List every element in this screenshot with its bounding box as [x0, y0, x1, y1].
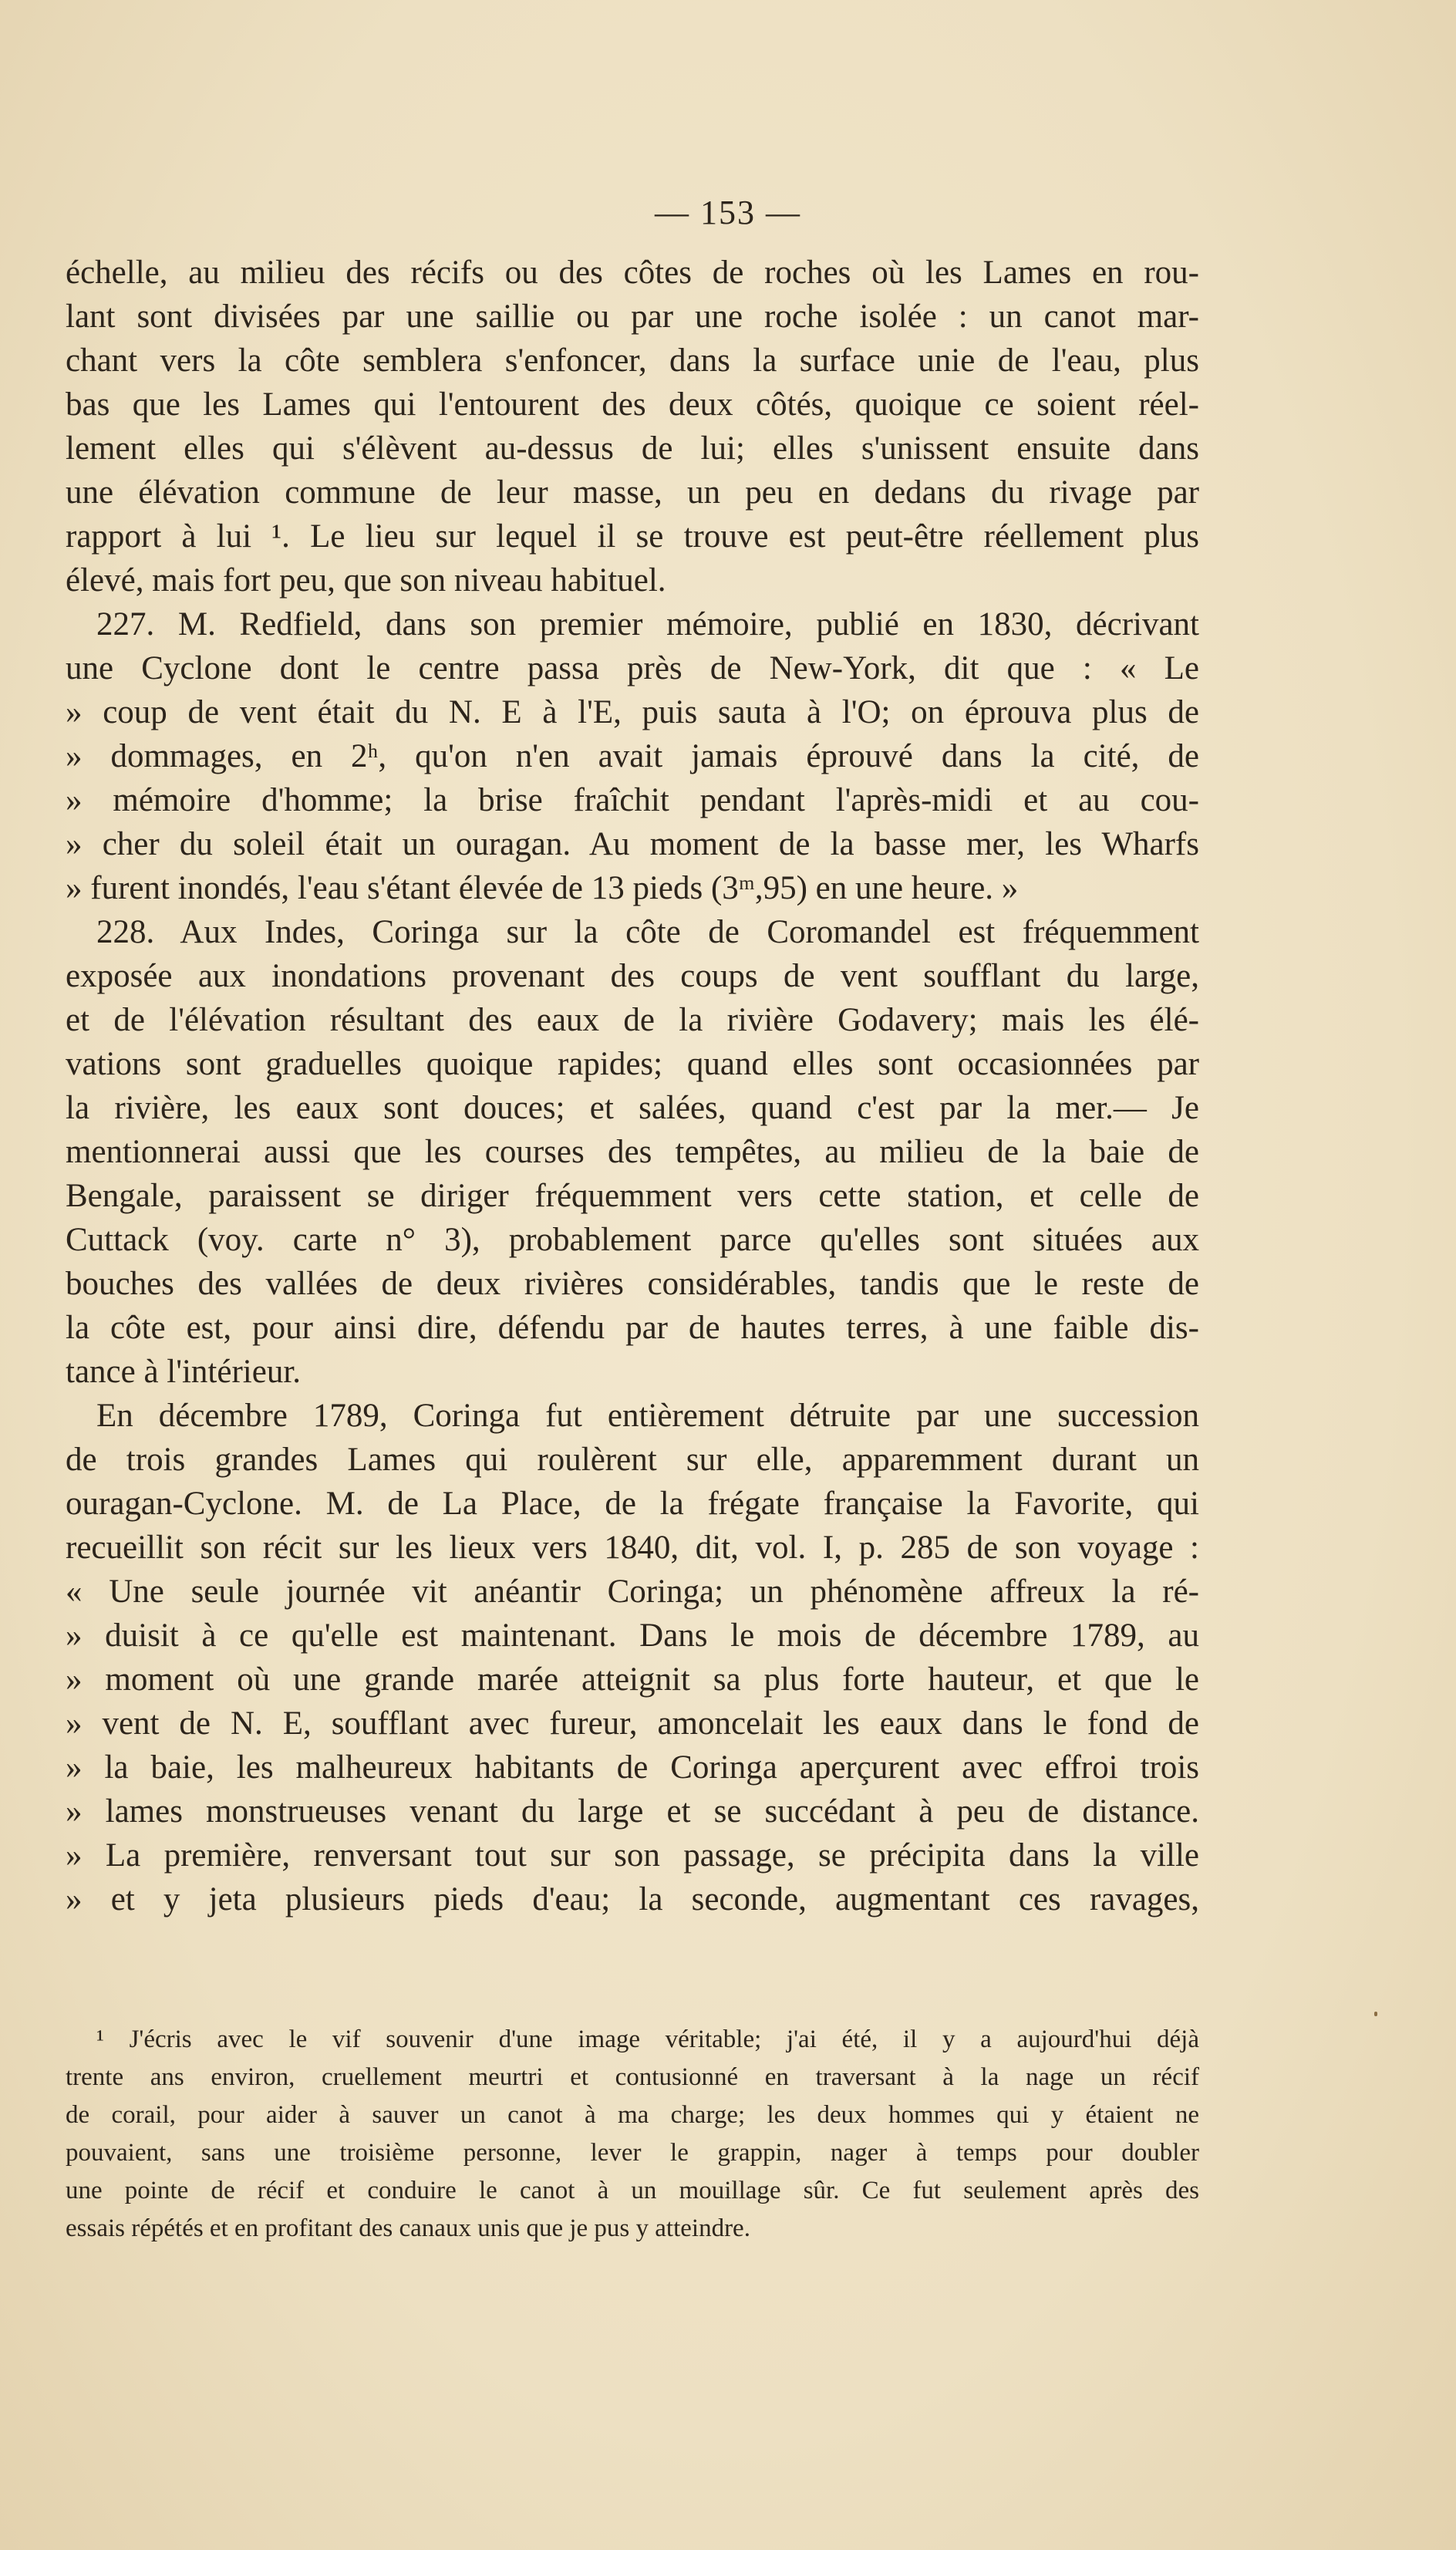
- footnote-line: trente ans environ, cruellement meurtri et contusionné en traversant à la nage un récif: [66, 2063, 1199, 2091]
- text-line: une Cyclone dont le centre passa près de New-York, dit que : « Le: [66, 650, 1199, 686]
- text-line: » la baie, les malheureux habitants de Coringa aperçurent avec effroi trois: [66, 1749, 1199, 1786]
- text-line: lement elles qui s'élèvent au-dessus de lui; elles s'unissent ensuite dans: [66, 430, 1199, 467]
- text-line: vations sont graduelles quoique rapides; quand elles sont occasionnées par: [66, 1046, 1199, 1082]
- text-line: » duisit à ce qu'elle est maintenant. Dans le mois de décembre 1789, au: [66, 1617, 1199, 1654]
- text-line: et de l'élévation résultant des eaux de la rivière Godavery; mais les élé-: [66, 1002, 1199, 1038]
- paragraph-start: En décembre 1789, Coringa fut entièrement détruite par une succession: [96, 1398, 1199, 1434]
- text-line: la côte est, pour ainsi dire, défendu par de hautes terres, à une faible dis-: [66, 1310, 1199, 1346]
- text-line: mentionnerai aussi que les courses des tempêtes, au milieu de la baie de: [66, 1134, 1199, 1170]
- text-line: » lames monstrueuses venant du large et se succédant à peu de distance.: [66, 1793, 1199, 1830]
- footnotes: [66, 2021, 1199, 2248]
- text-line: ouragan-Cyclone. M. de La Place, de la frégate française la Favorite, qui: [66, 1486, 1199, 1522]
- footnote-line: de corail, pour aider à sauver un canot à ma charge; les deux hommes qui y étaient ne: [66, 2101, 1199, 2129]
- text-line: une élévation commune de leur masse, un peu en dedans du rivage par: [66, 474, 1199, 511]
- text-line: élevé, mais fort peu, que son niveau habituel.: [66, 562, 666, 599]
- text-line: Cuttack (voy. carte n° 3), probablement parce qu'elles sont situées aux: [66, 1222, 1199, 1258]
- text-line: de trois grandes Lames qui roulèrent sur elle, apparemment durant un: [66, 1442, 1199, 1478]
- paragraph-227-start: 227. M. Redfield, dans son premier mémoire, publié en 1830, décrivant: [96, 606, 1199, 643]
- text-line: » cher du soleil était un ouragan. Au moment de la basse mer, les Wharfs: [66, 826, 1199, 862]
- footnote-line: une pointe de récif et conduire le canot à un mouillage sûr. Ce fut seulement après des: [66, 2177, 1199, 2204]
- text-line: Bengale, paraissent se diriger fréquemment vers cette station, et celle de: [66, 1178, 1199, 1214]
- page-number: — 153 —: [655, 194, 801, 231]
- text-line: lant sont divisées par une saillie ou par une roche isolée : un canot mar-: [66, 299, 1199, 335]
- text-line: bouches des vallées de deux rivières considérables, tandis que le reste de: [66, 1266, 1199, 1302]
- text-line: chant vers la côte semblera s'enfoncer, dans la surface unie de l'eau, plus: [66, 342, 1199, 379]
- text-line: » vent de N. E, soufflant avec fureur, amoncelait les eaux dans le fond de: [66, 1705, 1199, 1742]
- text-line: » dommages, en 2ʰ, qu'on n'en avait jamais éprouvé dans la cité, de: [66, 738, 1199, 774]
- text-line: » coup de vent était du N. E à l'E, puis sauta à l'O; on éprouva plus de: [66, 694, 1199, 730]
- text-line: rapport à lui ¹. Le lieu sur lequel il se trouve est peut-être réellement plus: [66, 518, 1199, 555]
- text-line: » mémoire d'homme; la brise fraîchit pendant l'après-midi et au cou-: [66, 782, 1199, 818]
- text-line: » furent inondés, l'eau s'étant élevée de 13 pieds (3ᵐ,95) en une heure. »: [66, 870, 1019, 906]
- footnote-line: pouvaient, sans une troisième personne, lever le grappin, nager à temps pour doubler: [66, 2139, 1199, 2167]
- text-line: recueillit son récit sur les lieux vers 1840, dit, vol. I, p. 285 de son voyage :: [66, 1530, 1199, 1566]
- footnote-line: essais répétés et en profitant des canaux unis que je pus y atteindre.: [66, 2214, 750, 2242]
- footnote-line: ¹ J'écris avec le vif souvenir d'une image véritable; j'ai été, il y a aujourd'hui déjà: [96, 2025, 1199, 2053]
- paragraph-228-start: 228. Aux Indes, Coringa sur la côte de Coromandel est fréquemment: [96, 914, 1199, 950]
- text-line: exposée aux inondations provenant des coups de vent soufflant du large,: [66, 958, 1199, 994]
- text-line: échelle, au milieu des récifs ou des côtes de roches où les Lames en rou-: [66, 255, 1199, 291]
- text-line: » et y jeta plusieurs pieds d'eau; la seconde, augmentant ces ravages,: [66, 1881, 1199, 1918]
- text-line: tance à l'intérieur.: [66, 1354, 302, 1390]
- text-line: » La première, renversant tout sur son passage, se précipita dans la ville: [66, 1837, 1199, 1874]
- text-line: la rivière, les eaux sont douces; et salées, quand c'est par la mer.— Je: [66, 1090, 1199, 1126]
- text-line: bas que les Lames qui l'entourent des deux côtés, quoique ce soient réel-: [66, 386, 1199, 423]
- paper-speck: [1374, 2012, 1377, 2016]
- body-text: [66, 251, 1199, 1921]
- text-line: « Une seule journée vit anéantir Coringa; un phénomène affreux la ré-: [66, 1574, 1199, 1610]
- text-line: » moment où une grande marée atteignit sa plus forte hauteur, et que le: [66, 1661, 1199, 1698]
